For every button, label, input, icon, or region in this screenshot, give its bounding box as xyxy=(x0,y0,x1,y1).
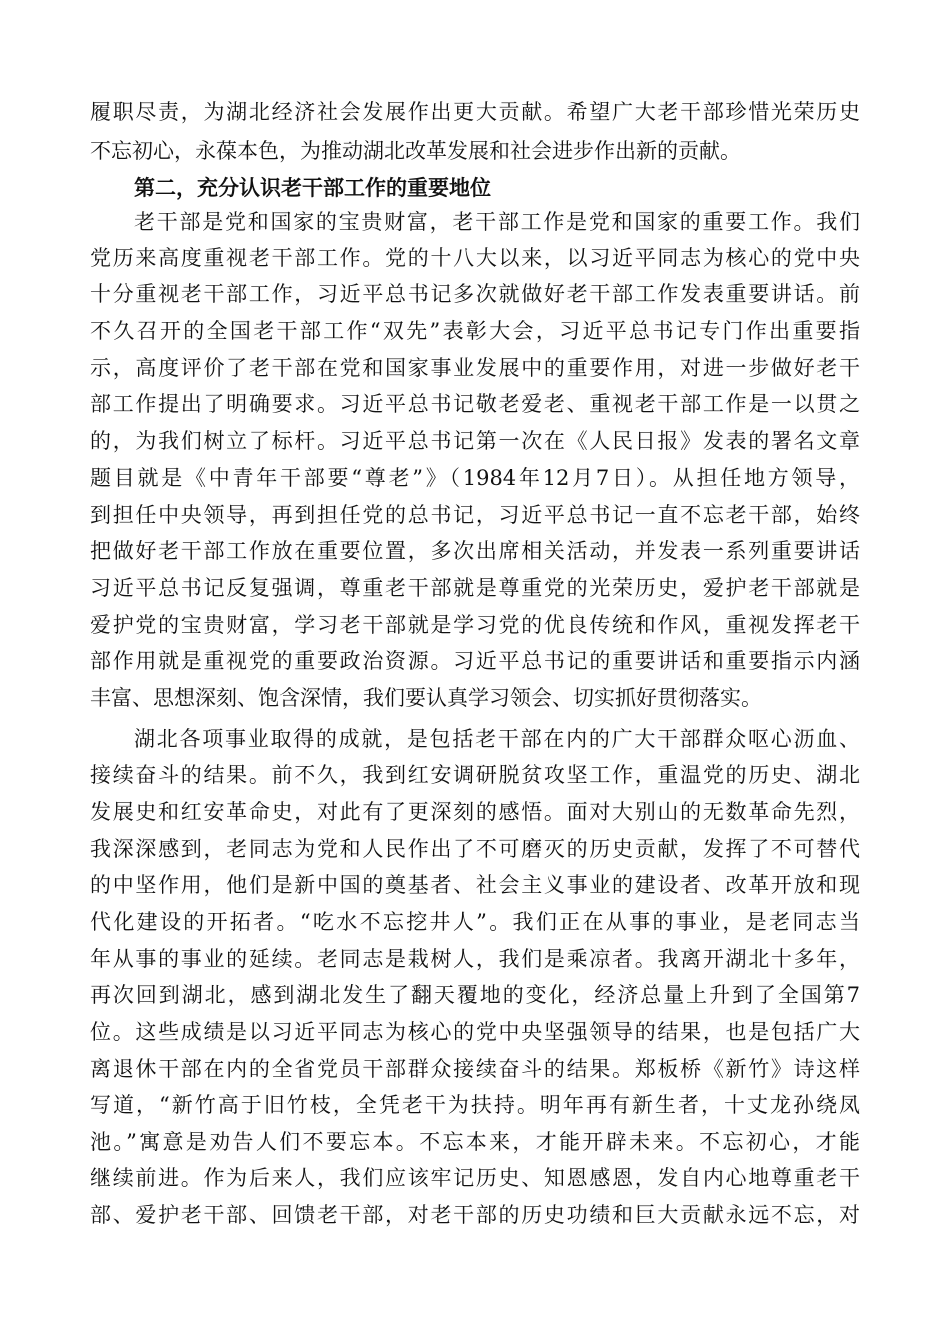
para1-line-14: 丰富、思想深刻、饱含深情，我们要认真学习领会、切实抓好贯彻落实。 xyxy=(90,686,762,710)
para1-line-5: 示，高度评价了老干部在党和国家事业发展中的重要作用，对进一步做好老干 xyxy=(90,356,860,380)
para2-line-5: 的中坚作用，他们是新中国的奠基者、社会主义事业的建设者、改革开放和现 xyxy=(90,873,860,897)
para2-line-9: 位。这些成绩是以习近平同志为核心的党中央坚强领导的结果，也是包括广大 xyxy=(90,1020,860,1044)
para2-line-14: 部、爱护老干部、回馈老干部，对老干部的历史功绩和巨大贡献永远不忘，对 xyxy=(90,1203,860,1227)
para1-line-8: 题目就是《中青年干部要“尊老”》（1984年12月7日）。从担任地方领导， xyxy=(90,466,860,490)
para2-line-6: 代化建设的开拓者。“吃水不忘挖井人”。我们正在从事的事业，是老同志当 xyxy=(90,910,860,934)
para2-line-7: 年从事的事业的延续。老同志是栽树人，我们是乘凉者。我离开湖北十多年， xyxy=(90,947,860,971)
para1-line-13: 部作用就是重视党的重要政治资源。习近平总书记的重要讲话和重要指示内涵 xyxy=(90,649,860,673)
para1-line-4: 不久召开的全国老干部工作“双先”表彰大会，习近平总书记专门作出重要指 xyxy=(90,319,860,343)
para2-line-11: 写道，“新竹高于旧竹枝，全凭老干为扶持。明年再有新生者，十丈龙孙绕凤 xyxy=(90,1093,860,1117)
para1-line-12: 爱护党的宝贵财富，学习老干部就是学习党的优良传统和作风，重视发挥老干 xyxy=(90,613,860,637)
para1-line-9: 到担任中央领导，再到担任党的总书记，习近平总书记一直不忘老干部，始终 xyxy=(90,503,860,527)
intro-line-2: 不忘初心，永葆本色，为推动湖北改革发展和社会进步作出新的贡献。 xyxy=(90,139,741,163)
para2-line-4: 我深深感到，老同志为党和人民作出了不可磨灭的历史贡献，发挥了不可替代 xyxy=(90,837,860,861)
para2-line-8: 再次回到湖北，感到湖北发生了翻天覆地的变化，经济总量上升到了全国第7 xyxy=(90,983,860,1007)
para1-line-10: 把做好老干部工作放在重要位置，多次出席相关活动，并发表一系列重要讲话 xyxy=(90,539,860,563)
intro-line-1: 履职尽责，为湖北经济社会发展作出更大贡献。希望广大老干部珍惜光荣历史 xyxy=(90,100,860,124)
para1-line-7: 的，为我们树立了标杆。习近平总书记第一次在《人民日报》发表的署名文章 xyxy=(90,429,860,453)
para2-line-2: 接续奋斗的结果。前不久，我到红安调研脱贫攻坚工作，重温党的历史、湖北 xyxy=(90,763,860,787)
para1-line-6: 部工作提出了明确要求。习近平总书记敬老爱老、重视老干部工作是一以贯之 xyxy=(90,392,860,416)
para2-line-1: 湖北各项事业取得的成就，是包括老干部在内的广大干部群众呕心沥血、 xyxy=(134,727,860,751)
para1-line-3: 十分重视老干部工作，习近平总书记多次就做好老干部工作发表重要讲话。前 xyxy=(90,282,860,306)
para2-line-10: 离退休干部在内的全省党员干部群众接续奋斗的结果。郑板桥《新竹》诗这样 xyxy=(90,1057,860,1081)
para1-line-2: 党历来高度重视老干部工作。党的十八大以来，以习近平同志为核心的党中央 xyxy=(90,246,860,270)
para2-line-12: 池。”寓意是劝告人们不要忘本。不忘本来，才能开辟未来。不忘初心，才能 xyxy=(90,1130,860,1154)
para2-line-13: 继续前进。作为后来人，我们应该牢记历史、知恩感恩，发自内心地尊重老干 xyxy=(90,1166,860,1190)
para1-line-1: 老干部是党和国家的宝贵财富，老干部工作是党和国家的重要工作。我们 xyxy=(134,210,860,234)
para2-line-3: 发展史和红安革命史，对此有了更深刻的感悟。面对大别山的无数革命先烈， xyxy=(90,800,860,824)
para1-line-11: 习近平总书记反复强调，尊重老干部就是尊重党的光荣历史，爱护老干部就是 xyxy=(90,576,860,600)
section-heading: 第二，充分认识老干部工作的重要地位 xyxy=(134,176,491,200)
